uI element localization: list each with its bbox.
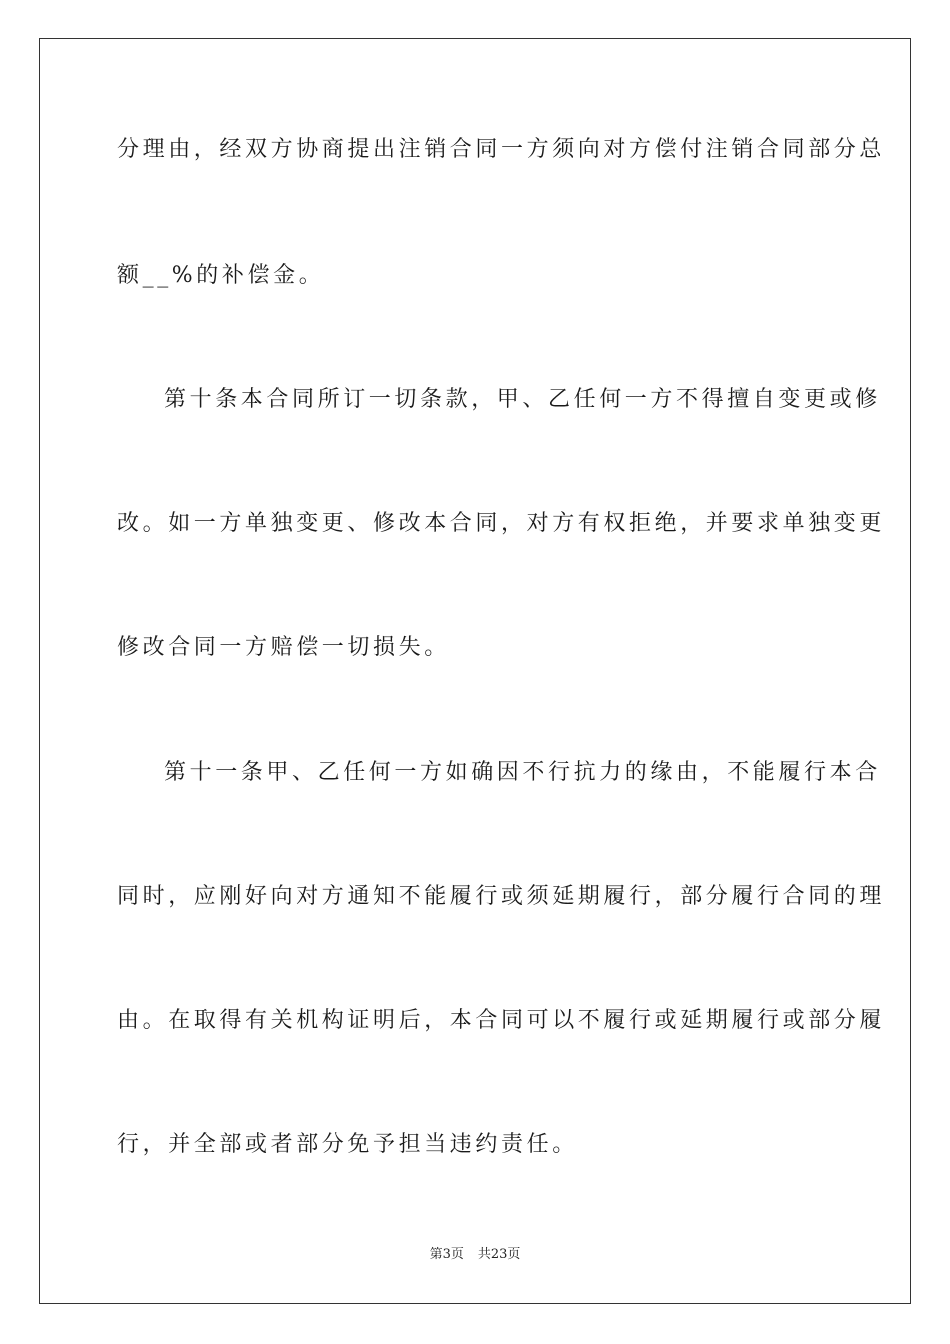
body-line: 由。在取得有关机构证明后，本合同可以不履行或延期履行或部分履 [117, 1008, 886, 1033]
body-line: 同时，应刚好向对方通知不能履行或须延期履行，部分履行合同的理 [117, 884, 886, 909]
body-line-paragraph-start: 第十条本合同所订一切条款，甲、乙任何一方不得擅自变更或修 [164, 387, 881, 412]
body-line-paragraph-start: 第十一条甲、乙任何一方如确因不行抗力的缘由，不能履行本合 [164, 760, 881, 785]
body-line: 额__%的补偿金。 [117, 263, 325, 288]
body-line: 分理由，经双方协商提出注销合同一方须向对方偿付注销合同部分总 [117, 137, 886, 162]
body-line: 修改合同一方赔偿一切损失。 [117, 635, 450, 660]
page-frame [39, 38, 911, 1304]
page-number: 第3页 [429, 1247, 464, 1262]
body-line: 行，并全部或者部分免予担当违约责任。 [117, 1132, 578, 1157]
page-total: 共23页 [477, 1247, 521, 1262]
page-footer [0, 1246, 950, 1264]
body-line: 改。如一方单独变更、修改本合同，对方有权拒绝，并要求单独变更 [117, 511, 886, 536]
